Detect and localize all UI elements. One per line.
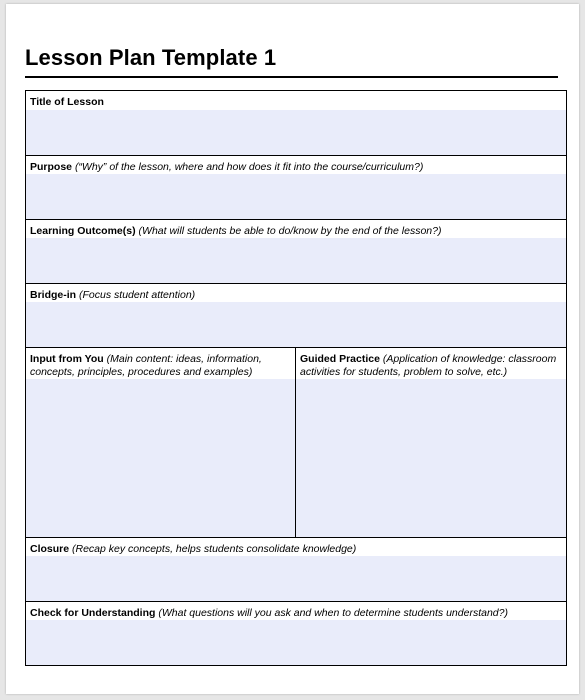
section-label: Input from You (Main content: ideas, information, concepts, principles, procedures and examples) — [26, 348, 295, 382]
section-label: Check for Understanding (What questions will you ask and when to determine students understand?) — [26, 602, 566, 623]
section-closure — [26, 538, 566, 602]
section-label: Purpose (“Why” of the lesson, where and how does it fit into the course/curriculum?) — [26, 156, 566, 177]
guided-practice-field[interactable] — [296, 379, 566, 537]
title-of-lesson-field[interactable] — [26, 110, 566, 155]
section-input-from-you — [26, 348, 296, 537]
section-check-for-understanding — [26, 602, 566, 665]
check-for-understanding-field[interactable] — [26, 620, 566, 665]
bridge-in-field[interactable] — [26, 302, 566, 347]
section-title-of-lesson — [26, 91, 566, 156]
section-label: Title of Lesson — [26, 91, 566, 112]
input-from-you-field[interactable] — [26, 379, 295, 537]
title-divider — [25, 76, 558, 78]
document-page — [6, 4, 579, 694]
learning-outcomes-field[interactable] — [26, 238, 566, 283]
section-learning-outcomes — [26, 220, 566, 284]
lesson-plan-form — [25, 90, 567, 666]
section-purpose — [26, 156, 566, 220]
section-guided-practice — [296, 348, 566, 537]
section-label: Guided Practice (Application of knowledge: classroom activities for students, problem to solve, etc.) — [296, 348, 566, 382]
section-bridge-in — [26, 284, 566, 348]
section-two-column — [26, 348, 566, 538]
purpose-field[interactable] — [26, 174, 566, 219]
section-label: Learning Outcome(s) (What will students be able to do/know by the end of the lesson?) — [26, 220, 566, 241]
section-label: Bridge-in (Focus student attention) — [26, 284, 566, 305]
section-label: Closure (Recap key concepts, helps students consolidate knowledge) — [26, 538, 566, 559]
closure-field[interactable] — [26, 556, 566, 601]
page-title: Lesson Plan Template 1 — [25, 45, 277, 70]
